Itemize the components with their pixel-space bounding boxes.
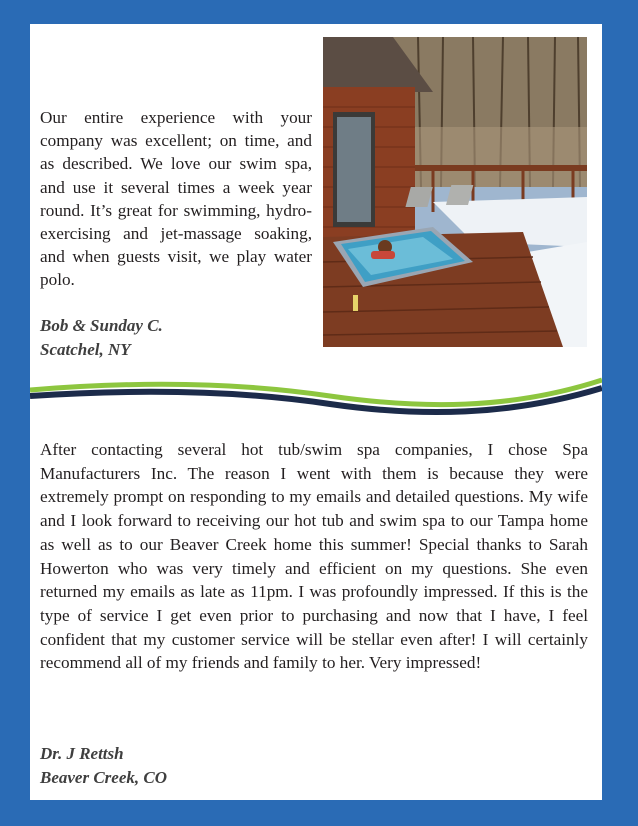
- testimonial-2-signature: [40, 742, 167, 790]
- testimonial-1-quote: Our entire experience with your company was excellent; on time, and as described. We love our swim spa, and use it several times a week year round. It’s great for swimming, hydro-exercising and jet-massage soaking, and when guests visit, we play water polo.: [40, 108, 312, 290]
- swim-spa-on-deck-photo-icon: [323, 37, 587, 347]
- testimonial-2-name: Dr. J Rettsh: [40, 744, 124, 763]
- testimonial-1-location: Scatchel, NY: [40, 340, 131, 359]
- wave-divider: [30, 374, 602, 434]
- testimonial-1-signature: [40, 314, 163, 362]
- testimonial-2-quote: After contacting several hot tub/swim spa companies, I chose Spa Manufacturers Inc. The reason I went with them is because they were extremely prompt on responding to my emails and detailed questions. My wife and I look forward to receiving our hot tub and swim spa to our Tampa home as well as to our Beaver Creek home this summer! Special thanks to Sarah Howerton who was very timely and efficient on my questions. She even returned my emails as late as 11pm. I was profoundly impressed. If this is the type of service I get even prior to purchasing and now that I have, I feel confident that my customer service will be stellar even after! I will certainly recommend all of my friends and family to her. Very impressed!: [40, 440, 588, 673]
- testimonial-1-name: Bob & Sunday C.: [40, 316, 163, 335]
- testimonial-page: [30, 24, 602, 800]
- testimonial-2-location: Beaver Creek, CO: [40, 768, 168, 787]
- swim-spa-photo: [323, 37, 587, 347]
